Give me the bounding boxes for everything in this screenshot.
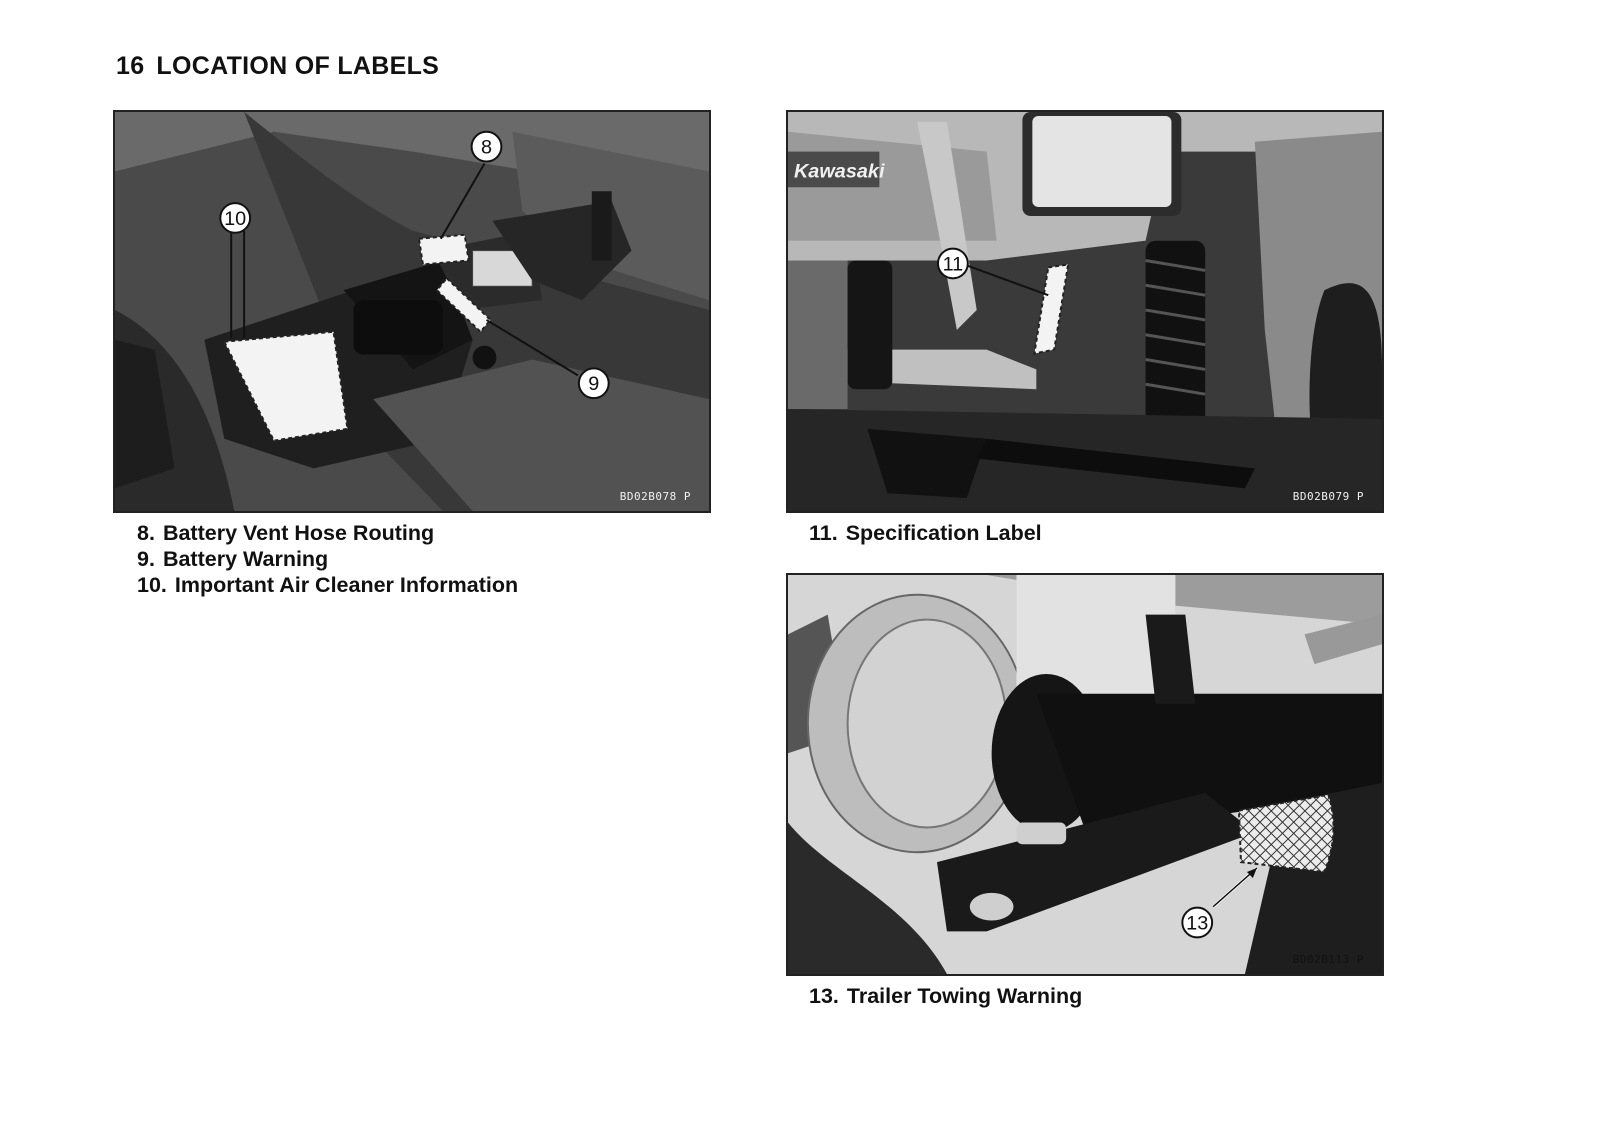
caption-item: 8. Battery Vent Hose Routing	[137, 521, 435, 545]
callout-11: 11	[942, 253, 964, 276]
trailer-hitch-illustration	[788, 575, 1382, 974]
caption-item: 10. Important Air Cleaner Information	[137, 573, 519, 597]
caption-list-battery	[137, 520, 518, 598]
section-title: LOCATION OF LABELS	[156, 52, 440, 80]
caption-item: 11. Specification Label	[809, 521, 1042, 545]
caption-item: 13. Trailer Towing Warning	[809, 984, 1083, 1008]
front-suspension-photo	[786, 110, 1384, 513]
photo-code: BD02B079 P	[1292, 490, 1364, 503]
callout-9: 9	[588, 373, 600, 396]
callout-8: 8	[480, 136, 493, 159]
caption-list-spec	[809, 520, 1042, 546]
battery-area-illustration	[115, 112, 709, 511]
page-number: 16	[116, 52, 145, 80]
callout-13: 13	[1186, 912, 1209, 935]
photo-code: BD02B078 P	[619, 490, 691, 503]
page-header	[116, 52, 439, 81]
caption-item: 9. Battery Warning	[137, 547, 329, 571]
caption-list-towing	[809, 983, 1082, 1009]
brand-logo: Kawasaki	[793, 160, 885, 183]
front-suspension-illustration	[788, 112, 1382, 511]
callout-10: 10	[224, 207, 247, 230]
battery-area-photo	[113, 110, 711, 513]
photo-code: BD02B113 P	[1292, 953, 1364, 966]
trailer-hitch-photo	[786, 573, 1384, 976]
